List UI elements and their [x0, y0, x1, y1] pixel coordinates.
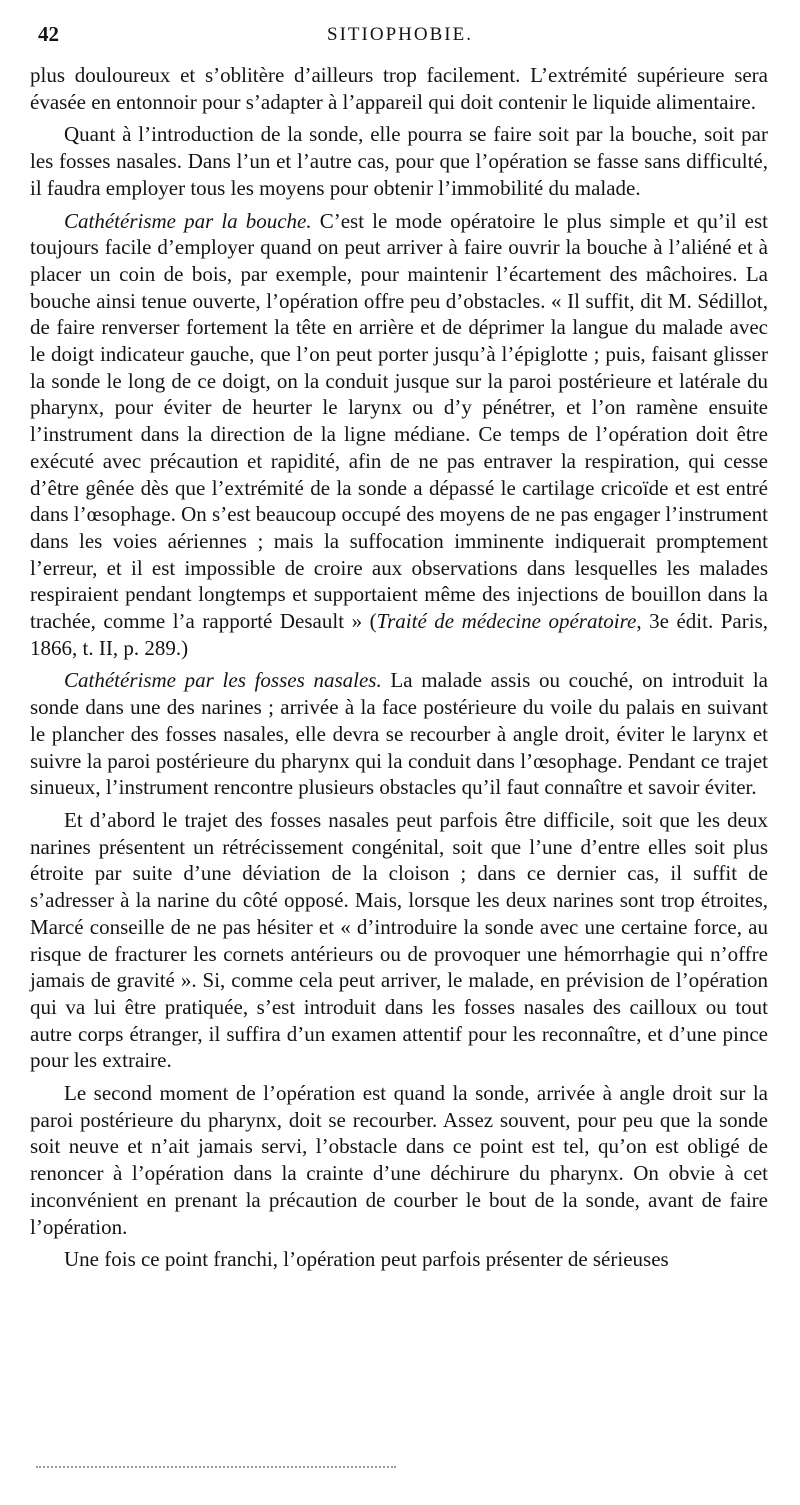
footer-dotted-rule [36, 1466, 396, 1468]
running-title: SITIOPHOBIE. [327, 24, 473, 45]
page-number: 42 [38, 22, 59, 46]
paragraph-6 [30, 1080, 768, 1240]
paragraph-text: plus douloureux et s’oblitère d’ailleurs trop facilement. L’extrémité supérieure sera évasée en entonnoir pour s’adapter à l’appareil qui doit contenir le liquide alimentaire. [30, 63, 768, 114]
paragraph-2 [30, 121, 768, 201]
paragraph-text: C’est le mode opératoire le plus simple et qu’il est toujours facile d’employer quand on peut arriver à faire ouvrir la bouche à l’aliéné et à placer un coin de bois, par exemple, pour maintenir l’écartement des mâchoires. La bouche ainsi tenue ouverte, l’opération offre peu d’obstacles. « Il suffit, dit M. Sédillot, de faire renverser fortement la tête en arrière et de déprimer la langue du malade avec le doigt indicateur gauche, que l’on peut porter jusqu’à l’épiglotte ; puis, faisant glisser la sonde le long de ce doigt, on la conduit jusque sur la paroi postérieure et latérale du pharynx, pour éviter de heurter le larynx ou d’y pénétrer, et l’on ramène ensuite l’instrument dans la direction de la ligne médiane. Ce temps de l’opération doit être exécuté avec précaution et rapidité, afin de ne pas entraver la respiration, qui cesse d’être gênée dès que l’extrémité de la sonde a dépassé le cartilage cricoïde et est entré dans l’œsophage. On s’est beaucoup occupé des moyens de ne pas engager l’instrument dans les voies aériennes ; mais la suffocation imminente indiquerait promptement l’erreur, et il est impossible de croire aux observations dans lesquelles les malades respiraient pendant longtemps et supportaient même des injections de bouillon dans la trachée, comme l’a rapporté Desault » ( [30, 208, 768, 634]
paragraph-3 [30, 208, 768, 662]
citation-details: , 3e édit. Paris, 1866, t. II, p. 289.) [30, 609, 768, 660]
paragraph-text: Et d’abord le trajet des fosses nasales peut parfois être difficile, soit que les deux narines présentent un rétrécissement congénital, soit que l’une d’entre elles soit plus étroite par suite d’une déviation de la cloison ; dans ce dernier cas, il suffit de s’adresser à la narine du côté opposé. Mais, lorsque les deux narines sont trop étroites, Marcé conseille de ne pas hésiter et « d’introduire la sonde avec une certaine force, au risque de fracturer les cornets antérieurs ou de provoquer une hémorrhagie qui n’offre jamais de gravité ». Si, comme cela peut arriver, le malade, en prévision de l’opération qui va lui être pratiquée, s’est introduit dans les fosses nasales des cailloux ou tout autre corps étranger, il suffira d’un examen attentif pour les reconnaître, et d’une pince pour les extraire. [30, 807, 768, 1073]
paragraph-text: Le second moment de l’opération est quand la sonde, arrivée à angle droit sur la paroi postérieure du pharynx, doit se recourber. Assez souvent, pour peu que la sonde soit neuve et n’ait jamais servi, l’obstacle dans ce point est tel, qu’on est obligé de renoncer à l’opération dans la crainte d’une déchirure du pharynx. On obvie à cet inconvénient en prenant la précaution de courber le bout de la sonde, avant de faire l’opération. [30, 1081, 768, 1239]
paragraph-7 [30, 1246, 768, 1273]
section-heading: Cathétérisme par les fosses nasales. [64, 668, 382, 693]
page-body [30, 62, 768, 1279]
citation-title: Traité de médecine opératoire [376, 609, 637, 634]
page-header [30, 22, 770, 52]
paragraph-1 [30, 62, 768, 115]
paragraph-text: La malade assis ou couché, on introduit la sonde dans une des narines ; arrivée à la face postérieure du voile du palais en suivant le plancher des fosses nasales, elle devra se recourber à angle droit, éviter le larynx et suivre la paroi postérieure du pharynx qui la conduit dans l’œsophage. Pendant ce trajet sinueux, l’instrument rencontre plusieurs obstacles qu’il faut connaître et savoir éviter. [30, 668, 768, 800]
paragraph-text: Quant à l’introduction de la sonde, elle pourra se faire soit par la bouche, soit par les fosses nasales. Dans l’un et l’autre cas, pour que l’opération se fasse sans difficulté, il faudra employer tous les moyens pour obtenir l’immobilité du malade. [30, 122, 768, 200]
paragraph-text: Une fois ce point franchi, l’opération peut parfois présenter de sérieuses [64, 1247, 669, 1272]
section-heading: Cathétérisme par la bouche. [64, 208, 312, 233]
paragraph-4 [30, 667, 768, 801]
paragraph-5 [30, 807, 768, 1074]
